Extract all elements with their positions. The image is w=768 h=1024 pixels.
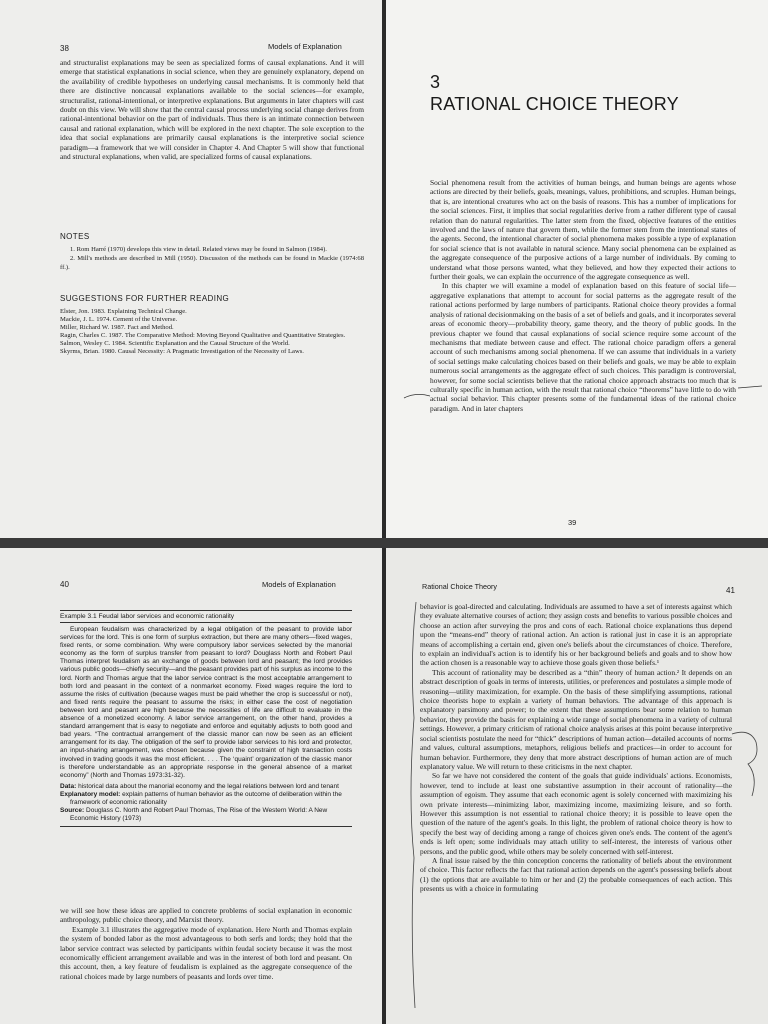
body-text xyxy=(60,906,352,981)
example-model: Explanatory model: explain patterns of human behavior as the outcome of deliberation within the framework of economic rationality xyxy=(60,790,342,806)
paragraph: behavior is goal-directed and calculating. Individuals are assumed to have a set of interests against which they evaluate alternative courses of action; they assign costs and benefits to various possible choices and choose an action after surveying the pros and cons of each. Rational choice explanations thus depend upon the “means-end” theory of rational action. An action is rational just in case it is an appropriate means of accomplishing a certain end, given one's beliefs about the circumstances of choice. Therefore, to explain an individual's action is to identify his or her background beliefs and goals and to show how the action chosen is a reasonable way to achieve those goals given those beliefs.¹ xyxy=(420,602,732,668)
example-meta xyxy=(60,783,352,827)
reading-item: Ragin, Charles C. 1987. The Comparative Method: Moving Beyond Qualitative and Quantitative Strategies. xyxy=(60,332,346,339)
margin-squiggle-icon xyxy=(730,724,766,804)
paragraph: In this chapter we will examine a model of explanation based on this feature of social life—aggregative explanations that attempt to account for social patterns as the aggregate result of the rational actions performed by large numbers of participants. Rational choice theory provides a formal analysis of rational decisionmaking on the basis of a set of beliefs and goals, and it incorporates several areas of economic theory—probability theory, game theory, and the theory of public goods. In the previous chapter we found that causal explanations of social science require some account of the mechanisms that mediate between cause and effect. The rational choice paradigm offers a general account of such mechanisms among social phenomena. If we can assume that individuals in a variety of social settings make calculating choices based on their beliefs and goals, we may be able to explain numerous social arrangements as the aggregate effect of such choices. This paradigm is controversial, however, for some social scientists believe that the rational choice approach abstracts too much that is culturally specific in human action, with the result that rational choice “theorems” have little to do with actual social behavior. This chapter presents some of the fundamental ideas of the rational choice paradigm. And in later chapters xyxy=(430,281,736,413)
page-41 xyxy=(386,548,768,1024)
paragraph: Example 3.1 illustrates the aggregative mode of explanation. Here North and Thomas explain the system of bonded labor as the most advantageous to both serfs and lords; they hold that the labor service contract was selected by participants within feudal society because it was the most economically efficient arrangement available and was in the interest of both lord and peasant. On this account, then, a key feature of feudalism is explained as the aggregate consequence of the rational choices made by large numbers of peasants and lords over time. xyxy=(60,924,352,981)
body-text xyxy=(420,602,732,894)
notes-heading: NOTES xyxy=(60,232,90,241)
example-title: Example 3.1 Feudal labor services and economic rationality xyxy=(60,610,352,623)
example-data: Data: historical data about the manorial economy and the legal relations between lord and tenant xyxy=(60,782,339,790)
body-text xyxy=(430,178,736,413)
running-head: Rational Choice Theory xyxy=(422,582,497,591)
body-text xyxy=(60,58,364,161)
page-number: 39 xyxy=(568,518,577,527)
page-38 xyxy=(0,0,382,538)
page-number: 38 xyxy=(60,44,69,53)
page-number: 40 xyxy=(60,580,69,589)
example-paragraph: European feudalism was characterized by a legal obligation of the peasant to provide labor services for the lord. This is one form of surplus extraction, but there are many others—fixed wages, fixed rents, or some combination. Why were compulsory labor services selected by the manorial economy as the form of surplus transfer from peasant to lord? Douglass North and Robert Paul Thomas interpret feudalism as an exchange of goods between lord and peasant; the lord provides various public goods—chiefly security—and the peasant provides part of his surplus as income to the lord. North and Thomas argue that the labor service contract is the most acceptable arrangement to both lord and peasant in the context of a nonmarket economy. Fixed wages require the lord to assume the risks of cultivation (because wages must be paid whether the crop is successful or not), and fixed rents require the peasant to assume the risks; in either case the cost of negotiation between lord and peasant are high because the necessities of life are difficult to evaluate in the absence of a monetized economy. A labor service arrangement, on the other hand, provides a standard arrangement that is easy to negotiate and enforce and equitably adjusts to both good and bad years. “The contractual arrangement of the classic manor can now be seen as an efficient arrangement for its day. The obligation of the serf to provide labor services to his lord and protector, an input-sharing arrangement, was chosen because given the constraint of high transaction costs involved in trading goods it was the most efficient. . . . The ‘quaint’ organization of the classic manor is therefore understandable as an appropriate response in the general absence of a market economy” (North and Thomas 1973:31-32). xyxy=(60,626,352,779)
example-body xyxy=(60,626,352,780)
reading-item: Miller, Richard W. 1987. Fact and Method. xyxy=(60,324,174,331)
page-40 xyxy=(0,548,382,1024)
notes-list xyxy=(60,246,364,273)
paragraph: This account of rationality may be described as a “thin” theory of human action.² It depends on an abstract description of goals in terms of interests, utilities, or preferences and postulates a simple mode of reasoning—utility maximization, for example. On the basis of these simplifying assumptions, rational choice theorists hope to explain a variety of human behaviors. The advantage of this approach is explanatory parsimony and power; to the extent that these assumptions bear some relation to human behavior, they provide the basis for explaining a wide range of social phenomena in a variety of cultural settings. However, a primary criticism of rational choice analysis arises at this point because interpretive social scientists postulate the need for “thick” descriptions of human action—detailed accounts of norms and values, cultural assumptions, metaphors, religious beliefs and practices—in order to account for human behavior. Furthermore, they deny that more abstract descriptions of human action are of much explanatory value. We will return to these criticisms in the next chapter. xyxy=(420,667,732,771)
reading-item: Salmon, Wesley C. 1984. Scientific Explanation and the Causal Structure of the World. xyxy=(60,340,290,347)
chapter-number: 3 xyxy=(430,72,441,92)
scan-separator xyxy=(0,538,768,548)
note-item: 1. Rom Harré (1970) develops this view in detail. Related views may be found in Salmon (1984). xyxy=(70,246,327,253)
paragraph: we will see how these ideas are applied to concrete problems of social explanation in economic anthropology, public choice theory, and Marxist theory. xyxy=(60,906,352,925)
reading-list xyxy=(60,308,364,356)
reading-item: Mackie, J. L. 1974. Cement of the Universe. xyxy=(60,316,178,323)
margin-bracket-icon xyxy=(406,598,420,1018)
paragraph: and structuralist explanations may be seen as specialized forms of causal explanations. And it will emerge that statistical explanations in social science, when they are genuinely explanatory, depend on the availability of credible hypotheses on underlying causal mechanisms. It is commonly held that there are distinctive noncausal explanations available to the social sciences—for example, structuralist, rational-intentional, or interpretive explanations. But arguments in later chapters will cast doubt on this view. We will show that the central causal process underlying social change derives from rational-intentional behavior on the part of individuals. Thus there is an intimate connection between causal and rational explanation, which will be explored in the next chapter. The sole exception to the idea that social explanations are primarily causal explanations is the interpretive social science paradigm—a framework that we will consider in Chapter 4. And Chapter 5 will show that functional and structural explanations, when valid, are specialized forms of causal explanations. xyxy=(60,58,364,162)
paragraph: Social phenomena result from the activities of human beings, and human beings are agents whose actions are directed by their beliefs, goals, meanings, values, prohibitions, and scruples. Human beings, that is, are intentional creatures who act on the basis of reasons. This has a number of implications for the social sciences. First, it implies that social regularities derive from a rather different type of causal relation than do natural regularities. The latter stem from the fixed, objective features of the entities involved and the laws of nature that govern them, while the former stem from the intentional states of the agents. Second, the intentional character of social phenomena makes possible a type of explanation for social science that is not available in natural science. Many social phenomena can be explained as the aggregate consequence of the purposive actions of a large number of individuals. By coming to understand what those persons wanted, what they believed, and how they expected their actions to further their goals, we can explain the occurrence of the aggregate consequence as well. xyxy=(430,178,736,282)
pen-mark-icon xyxy=(736,378,766,398)
paragraph: A final issue raised by the thin conception concerns the rationality of beliefs about the environment of choice. This factor reflects the fact that rational action depends on the agent's possessing beliefs about (1) the options that are available to him or her and (2) the probable consequences of each action. This presents us with a choice in formulating xyxy=(420,855,732,894)
reading-item: Elster, Jon. 1983. Explaining Technical Change. xyxy=(60,308,187,315)
reading-item: Skyrms, Brian. 1980. Causal Necessity: A Pragmatic Investigation of the Necessity of Laws. xyxy=(60,348,304,355)
reading-heading: SUGGESTIONS FOR FURTHER READING xyxy=(60,294,230,303)
running-head: Models of Explanation xyxy=(268,42,342,51)
example-box xyxy=(60,610,352,827)
example-source: Source: Douglass C. North and Robert Paul Thomas, The Rise of the Western World: A New Economic History (1973) xyxy=(60,807,328,823)
page-39 xyxy=(386,0,768,538)
note-item: 2. Mill's methods are described in Mill (1950). Discussion of the methods can be found in Mackie (1974:68 ff.). xyxy=(60,255,364,271)
chapter-title: RATIONAL CHOICE THEORY xyxy=(430,94,679,114)
paragraph: So far we have not considered the content of the goals that guide individuals' actions. Economists, however, tend to include at least one substantive assumption in their account of rationality—the assumption of egoism. They assume that each economic agent is solely concerned with maximizing his own private interests—minimizing labor, maximizing income, maximizing leisure, and so forth. However this assumption is not essential to rational choice theory; it is possible to leave open the question of the nature of the agent's goals. In this light, the problem of rational choice theory is how to specify the best way of deciding among a range of choices given one's ends. The content of the agent's ends is left open; some individuals may attach utility to self-interest, the interests of various other persons, and the public good, while others may be solely concerned with self-interest. xyxy=(420,771,732,856)
running-head: Models of Explanation xyxy=(262,580,336,589)
page-number: 41 xyxy=(726,586,735,595)
pen-mark-icon xyxy=(400,384,440,424)
